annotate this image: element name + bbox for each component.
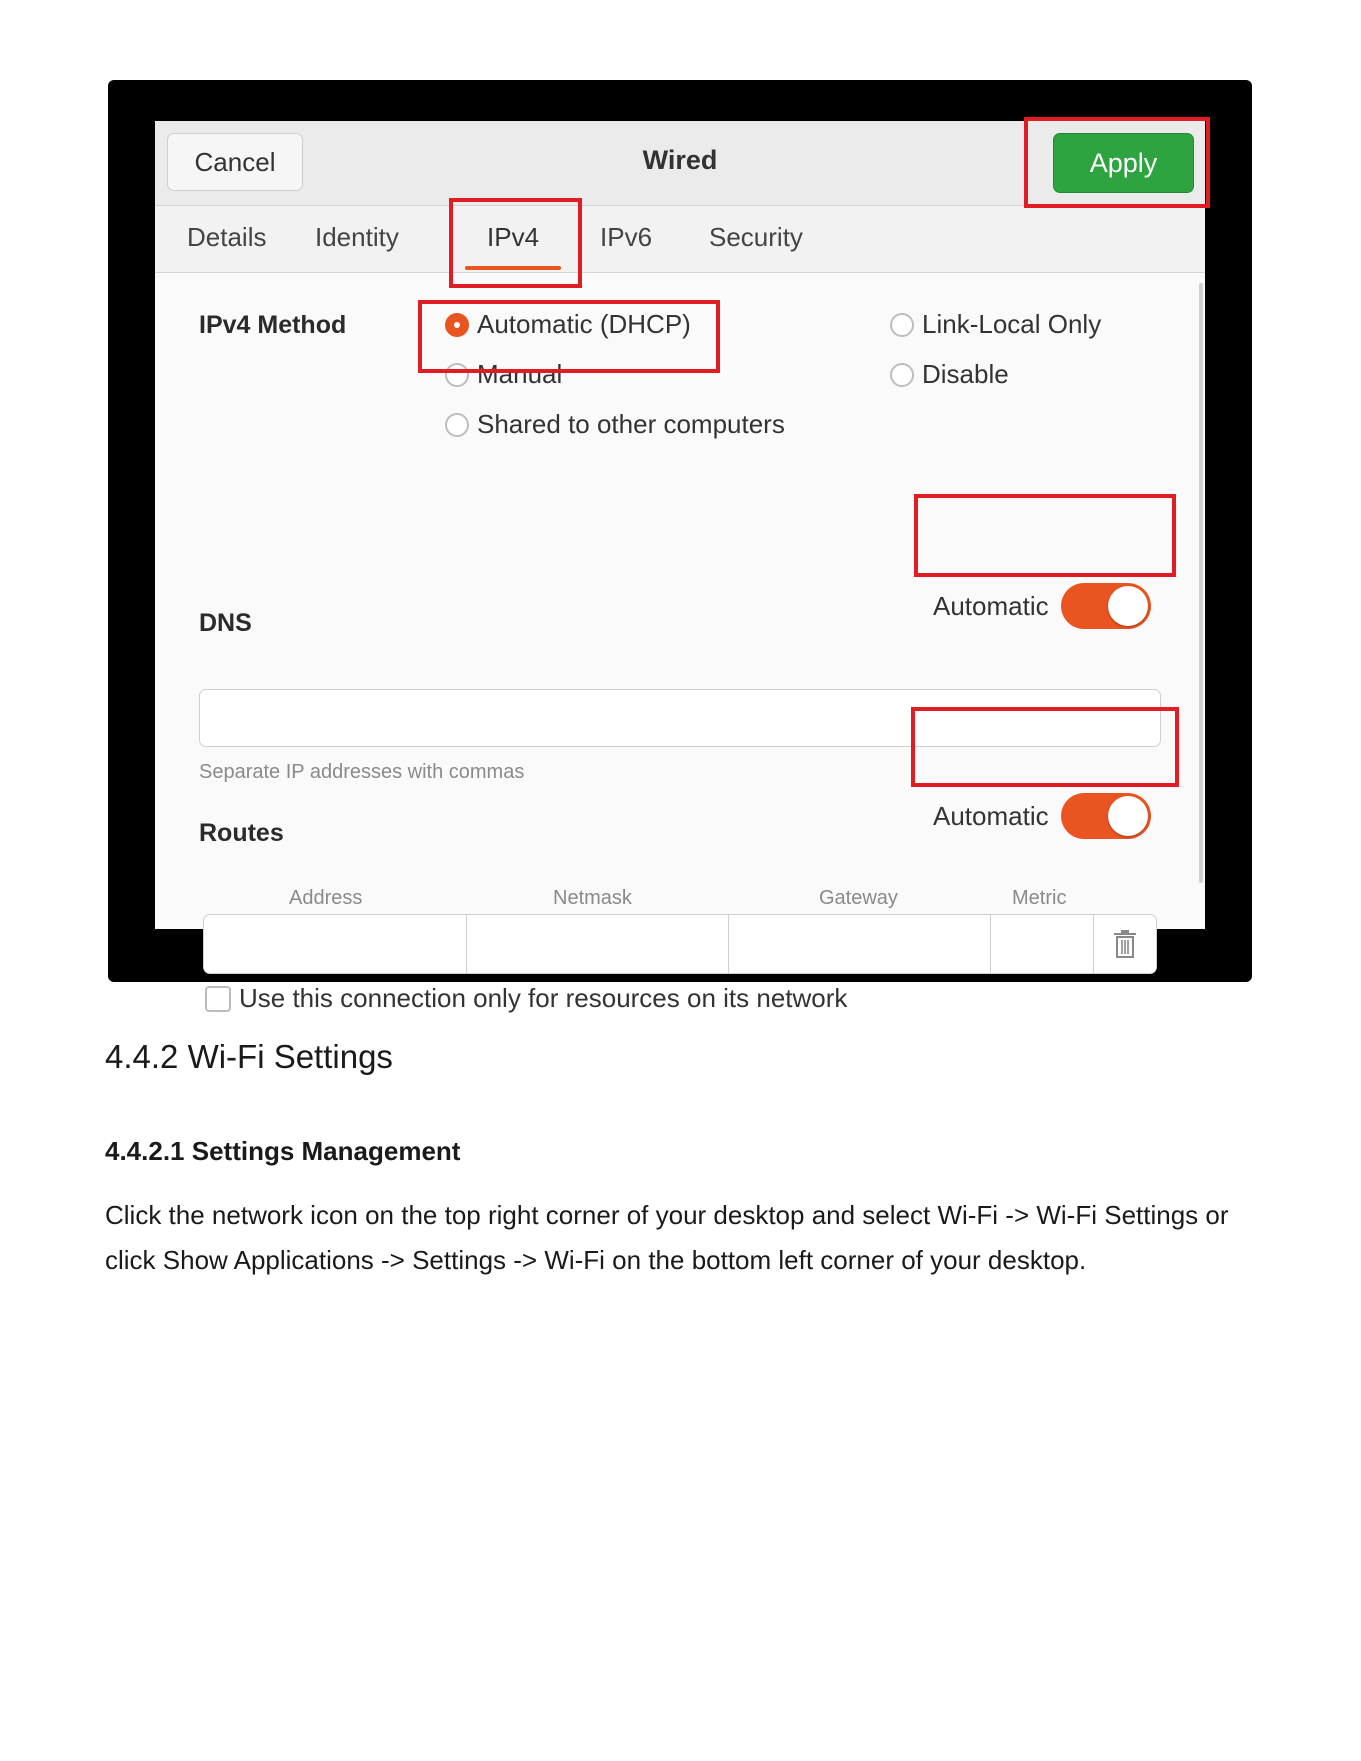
delete-route-button[interactable] <box>1094 915 1156 973</box>
only-local-resources-checkbox[interactable] <box>205 983 847 1014</box>
radio-disable[interactable] <box>890 359 1009 390</box>
section-heading: 4.4.2 Wi-Fi Settings <box>105 1038 393 1075</box>
dns-label: DNS <box>199 609 252 637</box>
highlight-automatic-dhcp <box>418 300 720 373</box>
radio-unselected-icon <box>890 363 914 387</box>
radio-manual-label: Manual <box>477 359 563 389</box>
subsection-heading: 4.4.2.1 Settings Management <box>105 1136 461 1166</box>
highlight-routes-automatic <box>911 707 1179 787</box>
route-entry-row <box>203 914 1157 974</box>
dns-automatic-switch[interactable] <box>1061 583 1151 629</box>
checkbox-unchecked-icon <box>205 986 231 1012</box>
only-local-resources-label: Use this connection only for resources on its network <box>239 983 848 1013</box>
apply-button[interactable]: Apply <box>1053 133 1194 193</box>
tab-ipv4[interactable]: IPv4 <box>487 222 540 252</box>
highlight-ipv4-tab <box>449 198 582 288</box>
tab-ipv6[interactable]: IPv6 <box>600 222 653 252</box>
routes-column-netmask: Netmask <box>553 887 632 909</box>
ipv4-method-label: IPv4 Method <box>199 311 347 339</box>
route-address-input[interactable] <box>204 915 467 973</box>
routes-column-metric: Metric <box>1012 887 1067 909</box>
radio-link-local-label: Link-Local Only <box>922 309 1102 339</box>
tab-details[interactable]: Details <box>187 222 267 252</box>
route-netmask-input[interactable] <box>467 915 729 973</box>
highlight-apply <box>1024 117 1210 208</box>
radio-shared-label: Shared to other computers <box>477 409 785 439</box>
radio-link-local[interactable] <box>890 309 1101 340</box>
routes-automatic-label: Automatic <box>933 800 1049 831</box>
routes-column-gateway: Gateway <box>819 887 898 909</box>
dns-automatic-label: Automatic <box>933 590 1049 621</box>
dns-automatic-group <box>933 583 1151 629</box>
highlight-dns-automatic <box>914 494 1176 577</box>
routes-label: Routes <box>199 819 284 847</box>
scrollbar[interactable] <box>1199 283 1203 883</box>
radio-disable-label: Disable <box>922 359 1009 389</box>
instruction-paragraph: Click the network icon on the top right corner of your desktop and select Wi-Fi -> Wi-Fi Settings or click Show Applications -> Settings -> Wi-Fi on the bottom left corner of your desktop. <box>105 1200 1229 1275</box>
trash-icon <box>1113 930 1137 958</box>
dns-hint: Separate IP addresses with commas <box>199 761 525 783</box>
dialog-title: Wired <box>642 145 718 175</box>
tab-identity[interactable]: Identity <box>315 222 399 252</box>
cancel-button[interactable]: Cancel <box>167 133 303 191</box>
routes-automatic-switch[interactable] <box>1061 793 1151 839</box>
tab-security[interactable]: Security <box>709 222 803 252</box>
radio-unselected-icon <box>445 413 469 437</box>
radio-unselected-icon <box>890 313 914 337</box>
route-gateway-input[interactable] <box>729 915 991 973</box>
routes-column-address: Address <box>289 887 363 909</box>
route-metric-input[interactable] <box>991 915 1094 973</box>
radio-automatic-dhcp-label: Automatic (DHCP) <box>477 309 691 339</box>
screenshot-frame <box>108 80 1252 1013</box>
routes-automatic-group <box>933 793 1151 839</box>
radio-shared[interactable] <box>445 409 785 440</box>
tab-bar <box>155 206 1205 273</box>
